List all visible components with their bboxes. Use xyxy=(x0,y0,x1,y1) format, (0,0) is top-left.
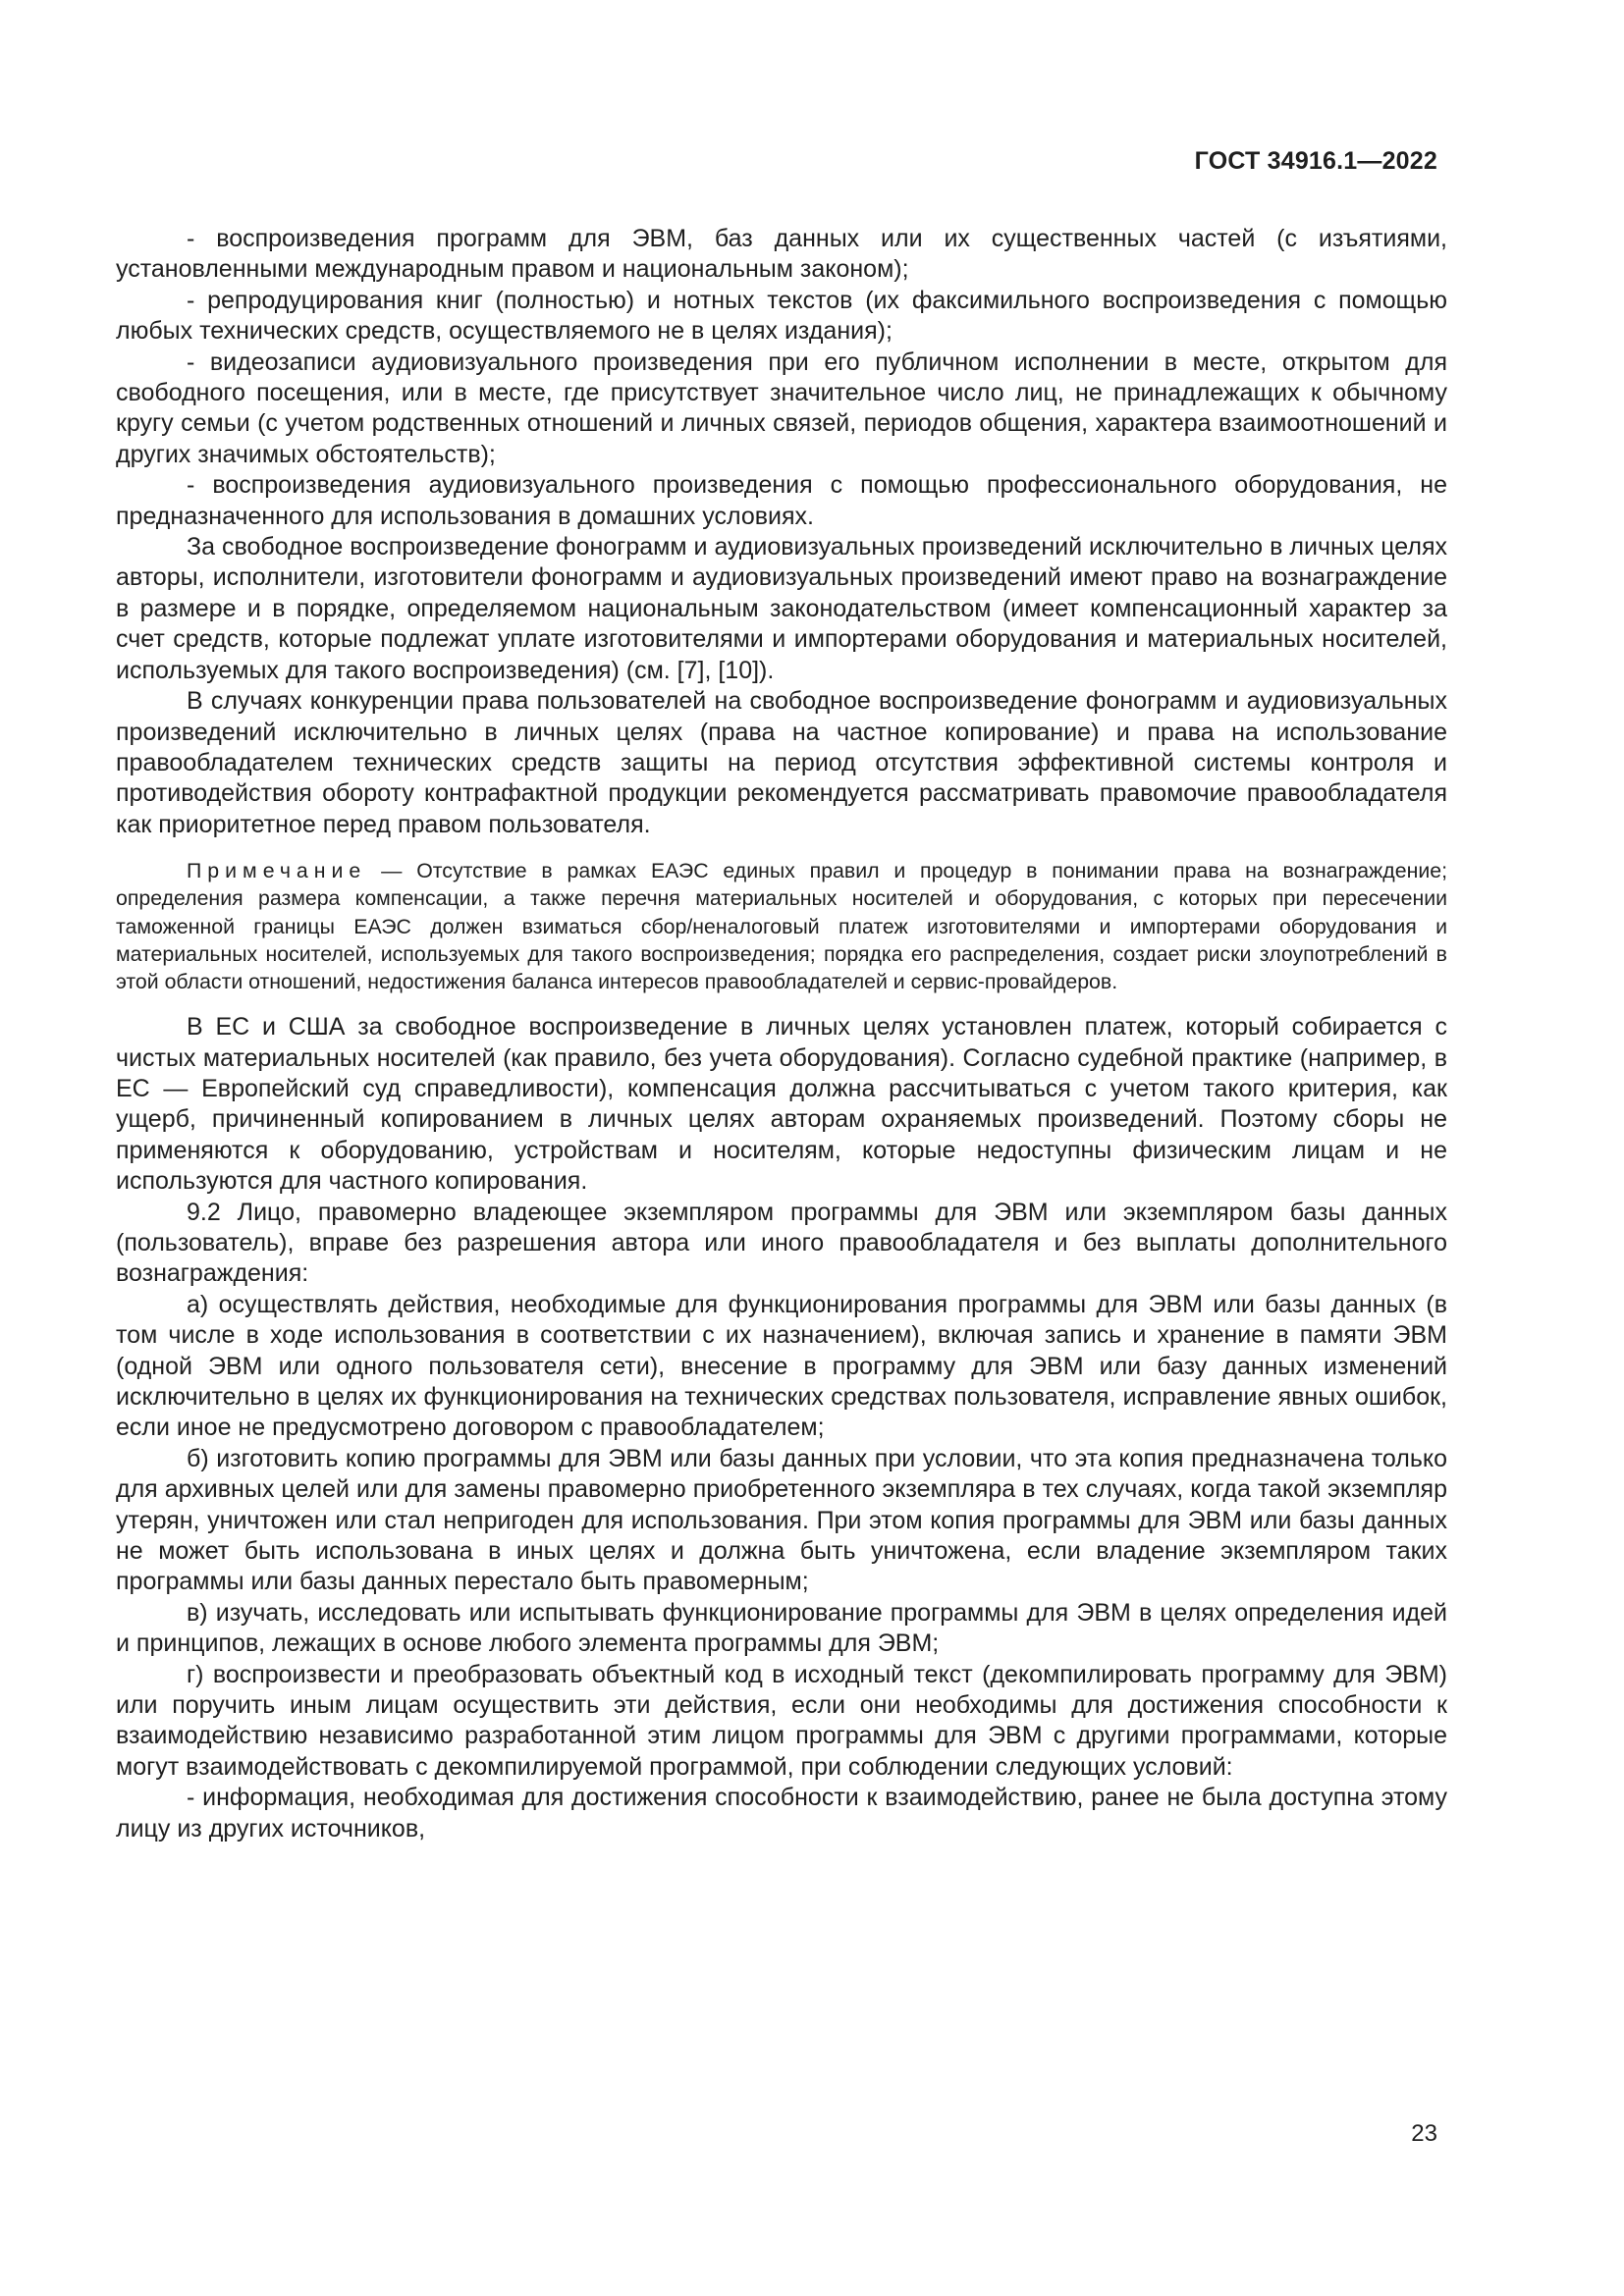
paragraph: - репродуцирования книг (полностью) и нотных текстов (их факсимильного воспроизведения с помощью любых технических средств, осуществляемого не в целях издания); xyxy=(116,286,1447,346)
paragraph: - воспроизведения аудиовизуального произведения с помощью профессионального оборудования, не предназначенного для использования в домашних условиях. xyxy=(116,471,1447,530)
note-text: — Отсутствие в рамках ЕАЭС единых правил и процедур в понимании права на вознаграждение; определения размера компенсации, а также перечня материальных носителей и оборудования, с которых при пересечении таможенной границы ЕАЭС должен взиматься сбор/неналоговый платеж изготовителями и импортерами оборудования и материальных носителей, используемых для такого воспроизведения; порядка его распределения, создает риски злоупотреблений в этой области отношений, недостижения баланса интересов правообладателей и сервис-провайдеров. xyxy=(116,859,1447,993)
paragraph: В ЕС и США за свободное воспроизведение в личных целях установлен платеж, который собирается с чистых материальных носителей (как правило, без учета оборудования). Согласно судебной практике (например, в ЕС — Европейский суд справедливости), компенсация должна рассчитываться с учетом такого критерия, как ущерб, причиненный копированием в личных целях авторам охраняемых произведений. Поэтому сборы не применяются к оборудованию, устройствам и носителям, которые недоступны физическим лицам и не используются для частного копирования. xyxy=(116,1013,1447,1196)
body-text xyxy=(116,224,1447,1844)
note-paragraph xyxy=(116,857,1447,995)
document-code-header: ГОСТ 34916.1—2022 xyxy=(1194,147,1437,175)
paragraph: - видеозаписи аудиовизуального произведения при его публичном исполнении в месте, открытом для свободного посещения, или в месте, где присутствует значительное число лиц, не принадлежащих к обычному кругу семьи (с учетом родственных отношений и личных связей, периодов общения, характера взаимоотношений и других значимых обстоятельств); xyxy=(116,347,1447,468)
paragraph: а) осуществлять действия, необходимые для функционирования программы для ЭВМ или базы данных (в том числе в ходе использования в соответствии с их назначением), включая запись и хранение в памяти ЭВМ (одной ЭВМ или одного пользователя сети), внесение в программу для ЭВМ или базу данных изменений исключительно в целях их функционирования на технических средствах пользователя, исправление явных ошибок, если иное не предусмотрено договором с правообладателем; xyxy=(116,1290,1447,1442)
paragraph: - воспроизведения программ для ЭВМ, баз данных или их существенных частей (с изъятиями, установленными международным правом и национальным законом); xyxy=(116,225,1447,284)
paragraph: 9.2 Лицо, правомерно владеющее экземпляром программы для ЭВМ или экземпляром базы данных (пользователь), вправе без разрешения автора или иного правообладателя и без выплаты дополнительного вознаграждения: xyxy=(116,1198,1447,1288)
note-label: Примечание xyxy=(187,859,367,883)
paragraph: За свободное воспроизведение фонограмм и аудиовизуальных произведений исключительно в личных целях авторы, исполнители, изготовители фонограмм и аудиовизуальных произведений имеют право на вознаграждение в размере и в порядке, определяемом национальным законодательством (имеет компенсационный характер за счет средств, которые подлежат уплате изготовителями и импортерами оборудования и материальных носителей, используемых для такого воспроизведения) (см. [7], [10]). xyxy=(116,533,1447,684)
page-number: 23 xyxy=(1411,2120,1437,2147)
paragraph: г) воспроизвести и преобразовать объектный код в исходный текст (декомпилировать программу для ЭВМ) или поручить иным лицам осуществить эти действия, если они необходимы для достижения способности к взаимодействию независимо разработанной этим лицом программы для ЭВМ с другими программами, которые могут взаимодействовать с декомпилируемой программой, при соблюдении следующих условий: xyxy=(116,1660,1447,1781)
paragraph: В случаях конкуренции права пользователей на свободное воспроизведение фонограмм и аудиовизуальных произведений исключительно в личных целях (права на частное копирование) и права на использование правообладателем технических средств защиты на период отсутствия эффективной системы контроля и противодействия обороту контрафактной продукции рекомендуется рассматривать правомочие правообладателя как приоритетное перед правом пользователя. xyxy=(116,687,1447,838)
paragraph: б) изготовить копию программы для ЭВМ или базы данных при условии, что эта копия предназначена только для архивных целей или для замены правомерно приобретенного экземпляра в тех случаях, когда такой экземпляр утерян, уничтожен или стал непригоден для использования. При этом копия программы для ЭВМ или базы данных не может быть использована в иных целях и должна быть уничтожена, если владение экземпляром таких программы или базы данных перестало быть правомерным; xyxy=(116,1444,1447,1596)
paragraph: - информация, необходимая для достижения способности к взаимодействию, ранее не была доступна этому лицу из других источников, xyxy=(116,1784,1447,1842)
note-block xyxy=(116,857,1447,995)
paragraph: в) изучать, исследовать или испытывать функционирование программы для ЭВМ в целях определения идей и принципов, лежащих в основе любого элемента программы для ЭВМ; xyxy=(116,1598,1447,1658)
